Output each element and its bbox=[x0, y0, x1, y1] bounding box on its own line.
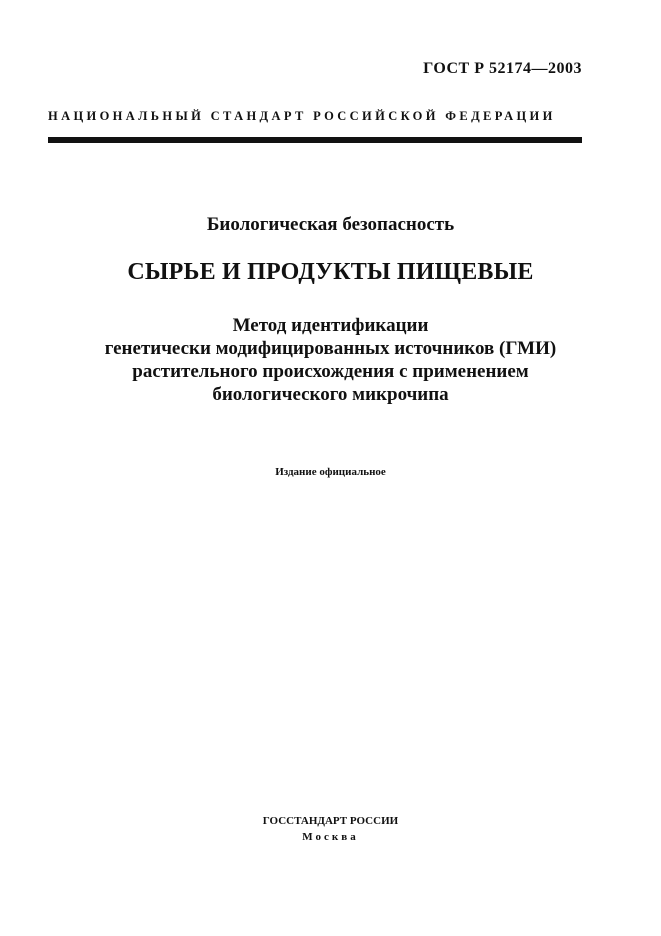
method-line: биологического микрочипа bbox=[212, 384, 449, 405]
standard-number: ГОСТ Р 52174—2003 bbox=[423, 60, 582, 77]
method-line: Метод идентификации bbox=[232, 315, 429, 336]
document-title: СЫРЬЕ И ПРОДУКТЫ ПИЩЕВЫЕ bbox=[127, 259, 534, 285]
subject-heading: Биологическая безопасность bbox=[206, 214, 455, 235]
method-line: растительного происхождения с применением bbox=[132, 361, 529, 382]
publisher-name: ГОССТАНДАРТ РОССИИ bbox=[262, 815, 399, 827]
edition-note: Издание официальное bbox=[275, 466, 386, 478]
method-description bbox=[0, 314, 661, 406]
publisher-city: Москва bbox=[302, 831, 359, 843]
header-divider bbox=[48, 137, 582, 143]
method-line: генетически модифицированных источников (ГМИ) bbox=[104, 338, 557, 359]
standard-category: НАЦИОНАЛЬНЫЙ СТАНДАРТ РОССИЙСКОЙ ФЕДЕРАЦИИ bbox=[48, 109, 556, 123]
